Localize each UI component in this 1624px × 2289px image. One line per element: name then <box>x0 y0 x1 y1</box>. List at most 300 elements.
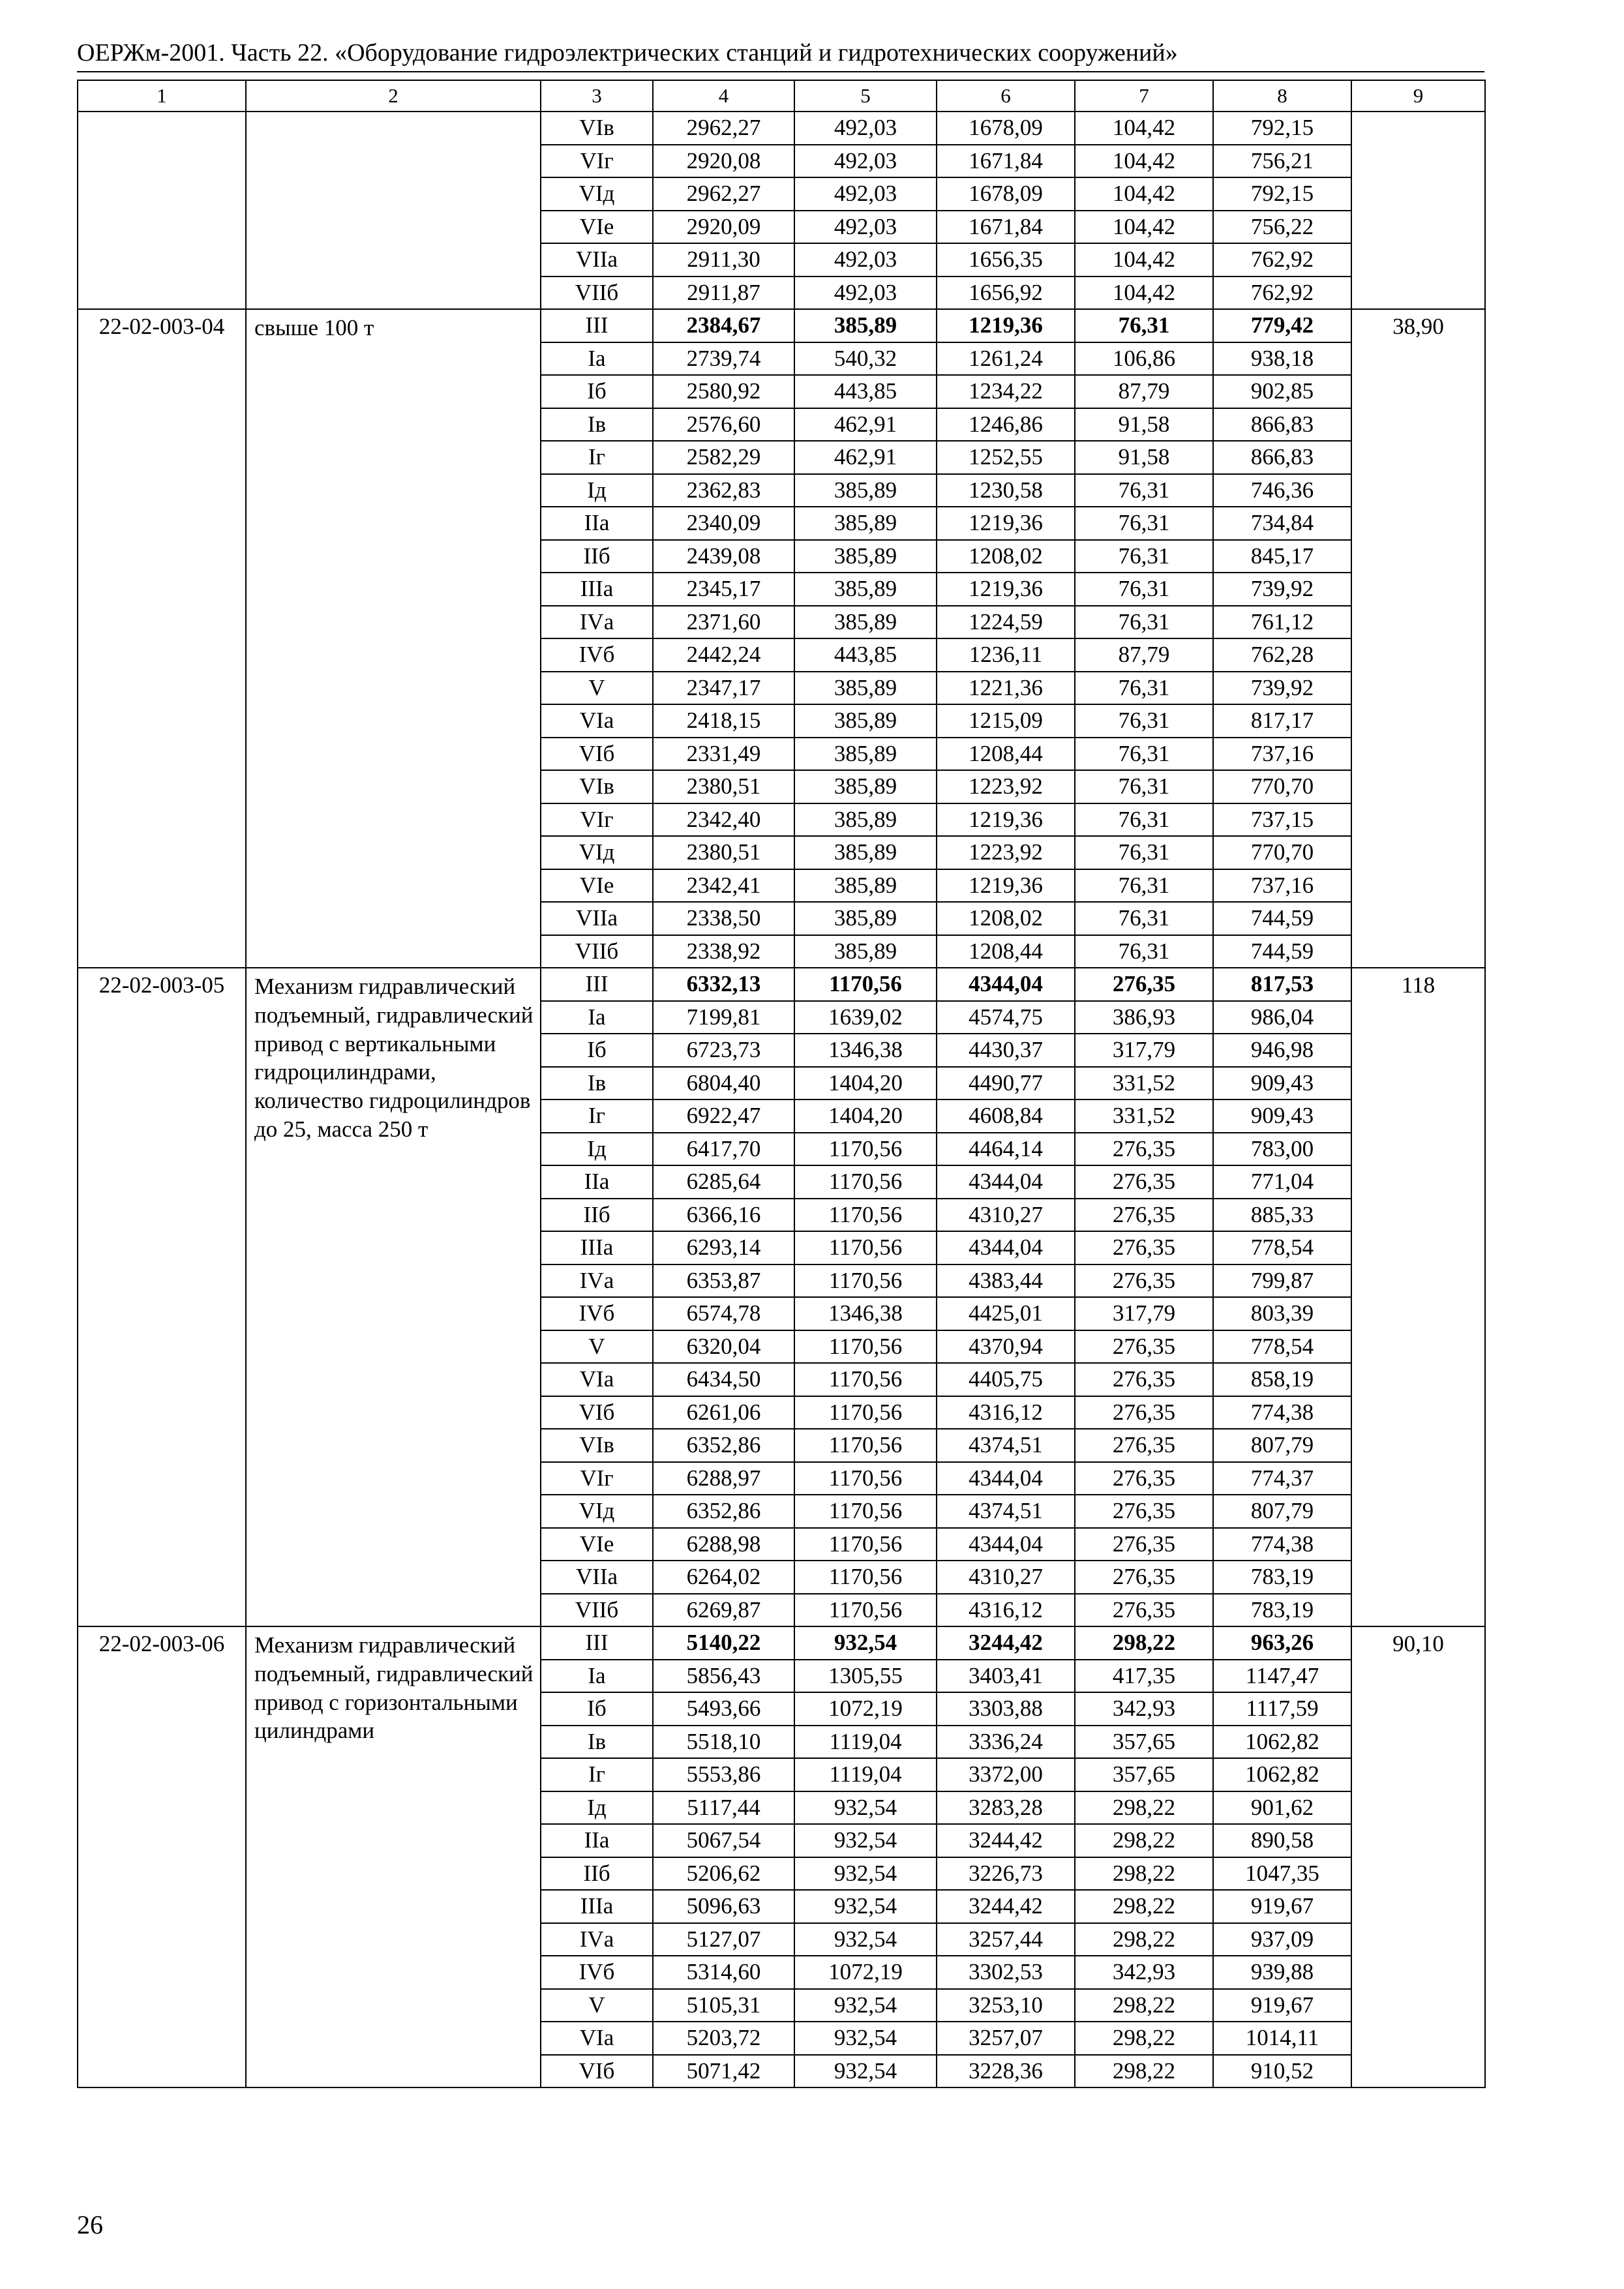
value-cell: 443,85 <box>794 638 937 672</box>
rate-code-cell: 22-02-003-05 <box>78 968 246 1626</box>
value-cell: 737,15 <box>1213 803 1351 837</box>
value-cell: 4316,12 <box>937 1594 1075 1627</box>
value-cell: 817,53 <box>1213 968 1351 1001</box>
value-cell: 331,52 <box>1075 1100 1213 1133</box>
value-cell: 3244,42 <box>937 1824 1075 1857</box>
value-cell: 739,92 <box>1213 573 1351 606</box>
value-cell: 762,92 <box>1213 243 1351 277</box>
value-cell: 87,79 <box>1075 638 1213 672</box>
value-cell: 5518,10 <box>653 1726 794 1759</box>
value-cell: 761,12 <box>1213 606 1351 639</box>
value-cell: 3336,24 <box>937 1726 1075 1759</box>
value-cell: 6285,64 <box>653 1165 794 1199</box>
value-cell: 385,89 <box>794 309 937 342</box>
value-cell: 492,03 <box>794 243 937 277</box>
value-cell: 76,31 <box>1075 738 1213 771</box>
value-cell: 1221,36 <box>937 672 1075 705</box>
value-cell: 845,17 <box>1213 540 1351 573</box>
value-cell: 762,92 <box>1213 277 1351 310</box>
table-body <box>78 80 1485 2087</box>
zone-cell: V <box>541 1330 653 1364</box>
value-cell: 76,31 <box>1075 309 1213 342</box>
value-cell: 762,28 <box>1213 638 1351 672</box>
value-cell: 1346,38 <box>794 1297 937 1330</box>
value-cell: 1170,56 <box>794 1396 937 1429</box>
value-cell: 3244,42 <box>937 1626 1075 1660</box>
value-cell: 492,03 <box>794 277 937 310</box>
value-cell: 739,92 <box>1213 672 1351 705</box>
value-cell: 932,54 <box>794 1791 937 1825</box>
zone-cell: V <box>541 1989 653 2022</box>
value-cell: 2340,09 <box>653 507 794 540</box>
value-cell: 385,89 <box>794 935 937 968</box>
description-cell: свыше 100 т <box>246 309 541 968</box>
value-cell: 3253,10 <box>937 1989 1075 2022</box>
value-cell: 2962,27 <box>653 112 794 145</box>
page-header: ОЕРЖм-2001. Часть 22. «Оборудование гидроэлектрических станций и гидротехнических сооружений» <box>77 39 1178 67</box>
value-cell: 1346,38 <box>794 1034 937 1067</box>
value-cell: 4310,27 <box>937 1561 1075 1594</box>
value-cell: 276,35 <box>1075 1429 1213 1462</box>
value-cell: 385,89 <box>794 672 937 705</box>
description-cell <box>246 112 541 309</box>
zone-cell: VIе <box>541 211 653 244</box>
column-number: 7 <box>1075 80 1213 112</box>
value-cell: 6288,97 <box>653 1462 794 1495</box>
value-cell: 104,42 <box>1075 243 1213 277</box>
table-row <box>78 1626 1485 1660</box>
value-cell: 298,22 <box>1075 1857 1213 1891</box>
value-cell: 492,03 <box>794 112 937 145</box>
value-cell: 76,31 <box>1075 672 1213 705</box>
value-cell: 1062,82 <box>1213 1758 1351 1791</box>
value-cell: 357,65 <box>1075 1758 1213 1791</box>
column-number: 6 <box>937 80 1075 112</box>
zone-cell: VIб <box>541 2055 653 2088</box>
value-cell: 783,19 <box>1213 1594 1351 1627</box>
zone-cell: Iд <box>541 474 653 507</box>
value-cell: 909,43 <box>1213 1067 1351 1100</box>
value-cell: 803,39 <box>1213 1297 1351 1330</box>
value-cell: 1072,19 <box>794 1956 937 1989</box>
table-row <box>78 968 1485 1001</box>
value-cell: 5117,44 <box>653 1791 794 1825</box>
value-cell: 276,35 <box>1075 1231 1213 1264</box>
value-cell: 298,22 <box>1075 1824 1213 1857</box>
zone-cell: Iа <box>541 1001 653 1034</box>
value-cell: 4464,14 <box>937 1133 1075 1166</box>
value-cell: 5105,31 <box>653 1989 794 2022</box>
value-cell: 385,89 <box>794 836 937 869</box>
value-cell: 2342,41 <box>653 869 794 903</box>
value-cell: 1246,86 <box>937 408 1075 441</box>
value-cell: 3303,88 <box>937 1692 1075 1726</box>
value-cell: 1223,92 <box>937 836 1075 869</box>
column-number: 5 <box>794 80 937 112</box>
value-cell: 104,42 <box>1075 277 1213 310</box>
zone-cell: IIа <box>541 1824 653 1857</box>
zone-cell: VIа <box>541 1363 653 1396</box>
value-cell: 276,35 <box>1075 1561 1213 1594</box>
value-cell: 276,35 <box>1075 1462 1213 1495</box>
value-cell: 276,35 <box>1075 1528 1213 1561</box>
value-cell: 5127,07 <box>653 1923 794 1956</box>
value-cell: 5206,62 <box>653 1857 794 1891</box>
value-cell: 3372,00 <box>937 1758 1075 1791</box>
value-cell: 3283,28 <box>937 1791 1075 1825</box>
value-cell: 783,00 <box>1213 1133 1351 1166</box>
zone-cell: Iб <box>541 1034 653 1067</box>
zone-cell: IIб <box>541 540 653 573</box>
value-cell: 1047,35 <box>1213 1857 1351 1891</box>
value-cell: 2920,09 <box>653 211 794 244</box>
zone-cell: IIа <box>541 507 653 540</box>
zone-cell: Iв <box>541 408 653 441</box>
description-cell: Механизм гидравлический подъемный, гидравлический привод с вертикальными гидроцилиндрами, количество гидроцилиндров до 25, масса 250 т <box>246 968 541 1626</box>
value-cell: 385,89 <box>794 738 937 771</box>
zone-cell: Iа <box>541 342 653 376</box>
value-cell: 443,85 <box>794 375 937 408</box>
value-cell: 104,42 <box>1075 177 1213 211</box>
value-cell: 2439,08 <box>653 540 794 573</box>
value-cell: 3228,36 <box>937 2055 1075 2088</box>
value-cell: 276,35 <box>1075 1199 1213 1232</box>
value-cell: 1170,56 <box>794 1363 937 1396</box>
zone-cell: IVб <box>541 638 653 672</box>
value-cell: 2380,51 <box>653 770 794 803</box>
value-cell: 276,35 <box>1075 1495 1213 1528</box>
value-cell: 1208,02 <box>937 902 1075 935</box>
value-cell: 1678,09 <box>937 112 1075 145</box>
value-cell: 744,59 <box>1213 902 1351 935</box>
value-cell: 357,65 <box>1075 1726 1213 1759</box>
value-cell: 1170,56 <box>794 1330 937 1364</box>
value-cell: 774,38 <box>1213 1396 1351 1429</box>
value-cell: 276,35 <box>1075 968 1213 1001</box>
zone-cell: IVа <box>541 606 653 639</box>
zone-cell: VIд <box>541 177 653 211</box>
column-number: 3 <box>541 80 653 112</box>
value-cell: 492,03 <box>794 177 937 211</box>
value-cell: 6434,50 <box>653 1363 794 1396</box>
value-cell: 76,31 <box>1075 770 1213 803</box>
value-cell: 932,54 <box>794 1989 937 2022</box>
zone-cell: Iв <box>541 1067 653 1100</box>
value-cell: 76,31 <box>1075 935 1213 968</box>
value-cell: 932,54 <box>794 1857 937 1891</box>
value-cell: 1230,58 <box>937 474 1075 507</box>
value-cell: 276,35 <box>1075 1264 1213 1298</box>
value-cell: 4344,04 <box>937 1462 1075 1495</box>
zone-cell: VIIа <box>541 243 653 277</box>
value-cell: 276,35 <box>1075 1594 1213 1627</box>
value-cell: 5096,63 <box>653 1890 794 1923</box>
header-rule <box>77 71 1484 72</box>
value-cell: 919,67 <box>1213 1890 1351 1923</box>
value-cell: 1170,56 <box>794 1165 937 1199</box>
value-cell: 1223,92 <box>937 770 1075 803</box>
value-cell: 910,52 <box>1213 2055 1351 2088</box>
value-cell: 771,04 <box>1213 1165 1351 1199</box>
value-cell: 317,79 <box>1075 1297 1213 1330</box>
value-cell: 1215,09 <box>937 704 1075 738</box>
value-cell: 2338,50 <box>653 902 794 935</box>
value-cell: 317,79 <box>1075 1034 1213 1067</box>
value-cell: 1656,35 <box>937 243 1075 277</box>
value-cell: 4374,51 <box>937 1429 1075 1462</box>
value-cell: 1170,56 <box>794 1495 937 1528</box>
value-cell: 76,31 <box>1075 704 1213 738</box>
value-cell: 1170,56 <box>794 1528 937 1561</box>
value-cell: 1678,09 <box>937 177 1075 211</box>
value-cell: 4344,04 <box>937 968 1075 1001</box>
value-cell: 492,03 <box>794 211 937 244</box>
index-cell: 118 <box>1351 968 1485 1626</box>
value-cell: 3257,44 <box>937 1923 1075 1956</box>
value-cell: 298,22 <box>1075 1791 1213 1825</box>
value-cell: 1072,19 <box>794 1692 937 1726</box>
value-cell: 385,89 <box>794 606 937 639</box>
table-row <box>78 309 1485 342</box>
zone-cell: IIIа <box>541 573 653 606</box>
value-cell: 6320,04 <box>653 1330 794 1364</box>
value-cell: 1404,20 <box>794 1067 937 1100</box>
value-cell: 939,88 <box>1213 1956 1351 1989</box>
value-cell: 1219,36 <box>937 507 1075 540</box>
value-cell: 2582,29 <box>653 441 794 474</box>
value-cell: 298,22 <box>1075 1890 1213 1923</box>
value-cell: 4344,04 <box>937 1231 1075 1264</box>
value-cell: 4383,44 <box>937 1264 1075 1298</box>
zone-cell: VIб <box>541 1396 653 1429</box>
column-number: 8 <box>1213 80 1351 112</box>
value-cell: 885,33 <box>1213 1199 1351 1232</box>
zone-cell: VIг <box>541 145 653 178</box>
value-cell: 1170,56 <box>794 1199 937 1232</box>
value-cell: 937,09 <box>1213 1923 1351 1956</box>
value-cell: 4370,94 <box>937 1330 1075 1364</box>
value-cell: 778,54 <box>1213 1231 1351 1264</box>
value-cell: 462,91 <box>794 408 937 441</box>
value-cell: 2911,87 <box>653 277 794 310</box>
value-cell: 1119,04 <box>794 1726 937 1759</box>
value-cell: 3403,41 <box>937 1660 1075 1693</box>
zone-cell: VIг <box>541 1462 653 1495</box>
value-cell: 770,70 <box>1213 836 1351 869</box>
zone-cell: IIб <box>541 1199 653 1232</box>
value-cell: 1671,84 <box>937 145 1075 178</box>
value-cell: 1170,56 <box>794 1462 937 1495</box>
value-cell: 385,89 <box>794 770 937 803</box>
value-cell: 276,35 <box>1075 1363 1213 1396</box>
value-cell: 6353,87 <box>653 1264 794 1298</box>
value-cell: 1170,56 <box>794 1429 937 1462</box>
value-cell: 7199,81 <box>653 1001 794 1034</box>
value-cell: 104,42 <box>1075 112 1213 145</box>
value-cell: 385,89 <box>794 704 937 738</box>
value-cell: 866,83 <box>1213 408 1351 441</box>
value-cell: 778,54 <box>1213 1330 1351 1364</box>
value-cell: 2580,92 <box>653 375 794 408</box>
value-cell: 938,18 <box>1213 342 1351 376</box>
value-cell: 1236,11 <box>937 638 1075 672</box>
value-cell: 5856,43 <box>653 1660 794 1693</box>
zone-cell: VIв <box>541 770 653 803</box>
value-cell: 6574,78 <box>653 1297 794 1330</box>
zone-cell: Iб <box>541 375 653 408</box>
value-cell: 298,22 <box>1075 2022 1213 2055</box>
value-cell: 6922,47 <box>653 1100 794 1133</box>
value-cell: 540,32 <box>794 342 937 376</box>
value-cell: 1170,56 <box>794 968 937 1001</box>
value-cell: 792,15 <box>1213 112 1351 145</box>
zone-cell: III <box>541 1626 653 1660</box>
value-cell: 2362,83 <box>653 474 794 507</box>
zone-cell: Iг <box>541 1100 653 1133</box>
value-cell: 2380,51 <box>653 836 794 869</box>
value-cell: 932,54 <box>794 2022 937 2055</box>
value-cell: 385,89 <box>794 869 937 903</box>
zone-cell: VIе <box>541 1528 653 1561</box>
zone-cell: IVб <box>541 1956 653 1989</box>
value-cell: 1062,82 <box>1213 1726 1351 1759</box>
value-cell: 4574,75 <box>937 1001 1075 1034</box>
value-cell: 901,62 <box>1213 1791 1351 1825</box>
value-cell: 276,35 <box>1075 1133 1213 1166</box>
value-cell: 76,31 <box>1075 902 1213 935</box>
zone-cell: III <box>541 309 653 342</box>
value-cell: 5140,22 <box>653 1626 794 1660</box>
value-cell: 1234,22 <box>937 375 1075 408</box>
value-cell: 5553,86 <box>653 1758 794 1791</box>
value-cell: 756,22 <box>1213 211 1351 244</box>
value-cell: 76,31 <box>1075 836 1213 869</box>
value-cell: 1147,47 <box>1213 1660 1351 1693</box>
value-cell: 2384,67 <box>653 309 794 342</box>
value-cell: 3226,73 <box>937 1857 1075 1891</box>
value-cell: 932,54 <box>794 1824 937 1857</box>
zone-cell: IVа <box>541 1923 653 1956</box>
value-cell: 770,70 <box>1213 770 1351 803</box>
value-cell: 385,89 <box>794 803 937 837</box>
value-cell: 2576,60 <box>653 408 794 441</box>
value-cell: 1170,56 <box>794 1133 937 1166</box>
value-cell: 6366,16 <box>653 1199 794 1232</box>
value-cell: 91,58 <box>1075 441 1213 474</box>
value-cell: 1261,24 <box>937 342 1075 376</box>
value-cell: 76,31 <box>1075 606 1213 639</box>
value-cell: 1119,04 <box>794 1758 937 1791</box>
value-cell: 2418,15 <box>653 704 794 738</box>
value-cell: 2331,49 <box>653 738 794 771</box>
value-cell: 946,98 <box>1213 1034 1351 1067</box>
value-cell: 462,91 <box>794 441 937 474</box>
value-cell: 1170,56 <box>794 1231 937 1264</box>
zone-cell: VIа <box>541 2022 653 2055</box>
value-cell: 6352,86 <box>653 1495 794 1528</box>
value-cell: 76,31 <box>1075 507 1213 540</box>
value-cell: 774,38 <box>1213 1528 1351 1561</box>
value-cell: 4430,37 <box>937 1034 1075 1067</box>
value-cell: 6352,86 <box>653 1429 794 1462</box>
value-cell: 298,22 <box>1075 1923 1213 1956</box>
value-cell: 909,43 <box>1213 1100 1351 1133</box>
zone-cell: Iд <box>541 1133 653 1166</box>
value-cell: 807,79 <box>1213 1429 1351 1462</box>
zone-cell: Iа <box>541 1660 653 1693</box>
value-cell: 902,85 <box>1213 375 1351 408</box>
value-cell: 2371,60 <box>653 606 794 639</box>
zone-cell: VIе <box>541 869 653 903</box>
value-cell: 87,79 <box>1075 375 1213 408</box>
value-cell: 276,35 <box>1075 1330 1213 1364</box>
value-cell: 1208,02 <box>937 540 1075 573</box>
zone-cell: IIIа <box>541 1231 653 1264</box>
zone-cell: VIIа <box>541 902 653 935</box>
value-cell: 737,16 <box>1213 869 1351 903</box>
column-number: 4 <box>653 80 794 112</box>
value-cell: 1219,36 <box>937 573 1075 606</box>
value-cell: 4316,12 <box>937 1396 1075 1429</box>
zone-cell: IIа <box>541 1165 653 1199</box>
value-cell: 4405,75 <box>937 1363 1075 1396</box>
value-cell: 2962,27 <box>653 177 794 211</box>
zone-cell: VIIб <box>541 1594 653 1627</box>
value-cell: 1170,56 <box>794 1561 937 1594</box>
index-cell <box>1351 112 1485 309</box>
value-cell: 1208,44 <box>937 738 1075 771</box>
value-cell: 4608,84 <box>937 1100 1075 1133</box>
index-cell: 90,10 <box>1351 1626 1485 2087</box>
value-cell: 2911,30 <box>653 243 794 277</box>
value-cell: 932,54 <box>794 1923 937 1956</box>
value-cell: 4490,77 <box>937 1067 1075 1100</box>
zone-cell: V <box>541 672 653 705</box>
zone-cell: VIб <box>541 738 653 771</box>
value-cell: 932,54 <box>794 2055 937 2088</box>
zone-cell: VIг <box>541 803 653 837</box>
value-cell: 2347,17 <box>653 672 794 705</box>
value-cell: 386,93 <box>1075 1001 1213 1034</box>
zone-cell: IVа <box>541 1264 653 1298</box>
column-number: 1 <box>78 80 246 112</box>
value-cell: 76,31 <box>1075 540 1213 573</box>
zone-cell: Iв <box>541 1726 653 1759</box>
value-cell: 3244,42 <box>937 1890 1075 1923</box>
rates-table <box>77 80 1486 2088</box>
value-cell: 298,22 <box>1075 2055 1213 2088</box>
value-cell: 1219,36 <box>937 309 1075 342</box>
zone-cell: VIв <box>541 1429 653 1462</box>
value-cell: 417,35 <box>1075 1660 1213 1693</box>
zone-cell: VIа <box>541 704 653 738</box>
zone-cell: III <box>541 968 653 1001</box>
value-cell: 799,87 <box>1213 1264 1351 1298</box>
value-cell: 342,93 <box>1075 1692 1213 1726</box>
value-cell: 858,19 <box>1213 1363 1351 1396</box>
value-cell: 1404,20 <box>794 1100 937 1133</box>
value-cell: 6261,06 <box>653 1396 794 1429</box>
value-cell: 385,89 <box>794 902 937 935</box>
value-cell: 807,79 <box>1213 1495 1351 1528</box>
value-cell: 5071,42 <box>653 2055 794 2088</box>
value-cell: 932,54 <box>794 1626 937 1660</box>
rate-code-cell: 22-02-003-04 <box>78 309 246 968</box>
table-row <box>78 112 1485 145</box>
value-cell: 5203,72 <box>653 2022 794 2055</box>
value-cell: 4310,27 <box>937 1199 1075 1232</box>
value-cell: 932,54 <box>794 1890 937 1923</box>
